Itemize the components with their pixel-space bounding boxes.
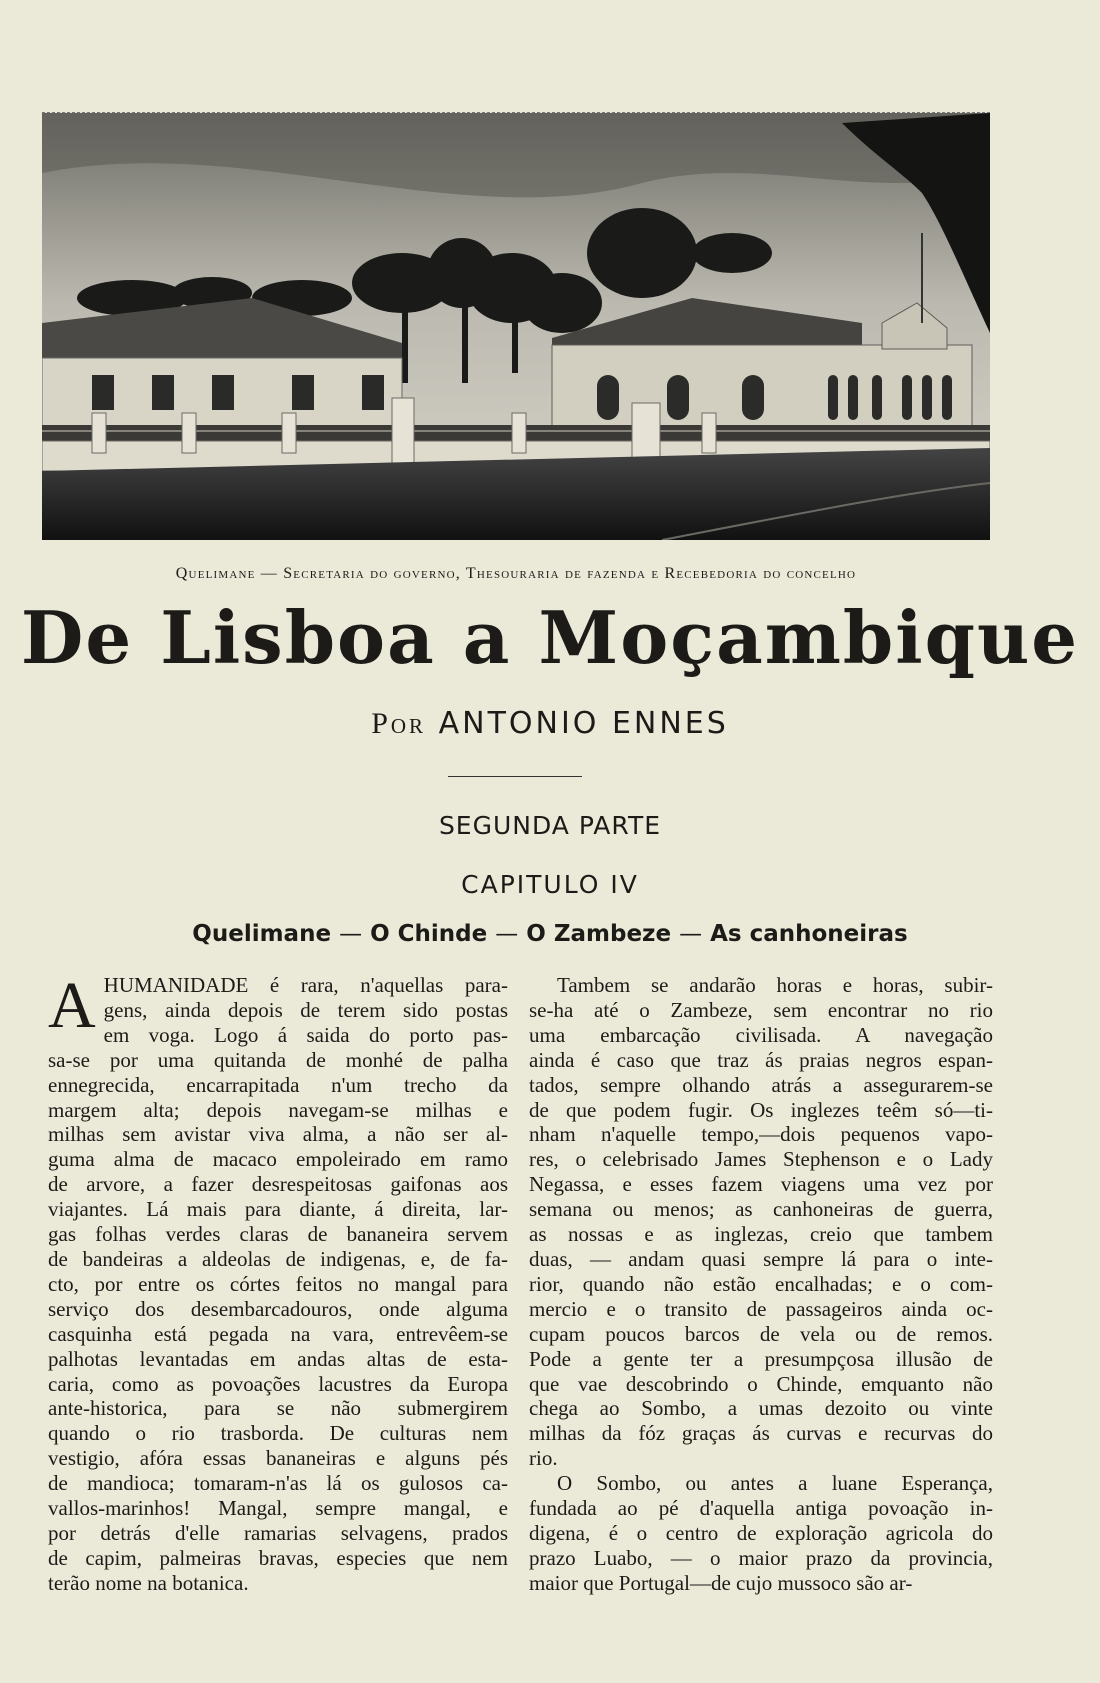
text-line: vallos-marinhos! Mangal, sempre mangal, e xyxy=(48,1496,508,1521)
article-title: De Lisboa a Moçambique xyxy=(20,595,1080,680)
text-line: as nossas e as inglezas, creio que tambem xyxy=(529,1222,993,1247)
chapter-subtitle xyxy=(0,921,1100,947)
text-line: rior, quando não estão encalhadas; e o com- xyxy=(529,1271,993,1296)
author-prefix: Por xyxy=(371,707,427,740)
text-line: em voga. Logo á saida do porto pas- xyxy=(103,1022,508,1047)
text-line: de bandeiras a aldeolas de indigenas, e, de fa- xyxy=(48,1246,508,1271)
text-line: terão nome na botanica. xyxy=(48,1570,249,1595)
text-line: milhas da fóz graças ás curvas e recurvas do xyxy=(529,1421,993,1446)
text-line: viajantes. Lá mais para diante, á direita, lar- xyxy=(48,1197,508,1222)
text-line: caria, como as povoações lacustres da Europa xyxy=(48,1371,508,1396)
part-heading: SEGUNDA PARTE xyxy=(438,811,662,840)
text-line: O Sombo, ou antes a luane Esperança, xyxy=(557,1471,993,1496)
chapter-heading: CAPITULO IV xyxy=(461,870,639,899)
text-line: sa-se por uma quitanda de monhé de palha xyxy=(48,1047,508,1072)
caption-text: Secretaria do governo, Thesouraria de fazenda e Recebedoria do concelho xyxy=(283,565,857,582)
text-line: HUMANIDADE é rara, n'aquellas para- xyxy=(103,973,508,997)
subtitle-item: Quelimane xyxy=(192,921,332,947)
text-line: margem alta; depois navegam-se milhas e xyxy=(48,1097,508,1122)
subtitle-separator: — xyxy=(679,921,703,947)
text-line: por detrás d'elle ramarias selvagens, prados xyxy=(48,1520,508,1545)
illustration-caption xyxy=(42,565,990,583)
text-line: gas folhas verdes claras de bananeira servem xyxy=(48,1222,508,1247)
text-line: de mandioca; tomaram-n'as lá os gulosos ca- xyxy=(48,1471,508,1496)
illustration-government-buildings xyxy=(42,112,990,540)
text-line: cupam poucos barcos de vela ou de remos. xyxy=(529,1321,993,1346)
subtitle-item: O Zambeze xyxy=(526,921,672,947)
text-line: gens, ainda depois de terem sido postas xyxy=(103,997,508,1022)
subtitle-item: O Chinde xyxy=(370,921,488,947)
right-column xyxy=(529,973,993,1596)
text-line: digena, é o centro de exploração agricola do xyxy=(529,1520,993,1545)
text-line: tados, sempre olhando atrás a assegurarem-se xyxy=(529,1072,993,1097)
text-line: ennegrecida, encarrapitada n'um trecho da xyxy=(48,1072,508,1097)
text-line: quando o rio trasborda. De culturas nem xyxy=(48,1421,508,1446)
text-line: rio. xyxy=(529,1446,558,1471)
text-line: de capim, palmeiras bravas, especies que nem xyxy=(48,1545,508,1570)
author-name: ANTONIO ENNES xyxy=(438,706,729,741)
text-line: serviço dos desembarcadouros, onde alguma xyxy=(48,1296,508,1321)
subtitle-separator: — xyxy=(495,921,519,947)
subtitle-item: As canhoneiras xyxy=(710,921,908,947)
text-line: Pode a gente ter a presumpçosa illusão de xyxy=(529,1346,993,1371)
text-line: ainda é caso que traz ás praias negros espan- xyxy=(529,1047,993,1072)
text-line: fundada ao pé d'aquella antiga povoação in- xyxy=(529,1496,993,1521)
text-line: prazo Luabo, — o maior prazo da provincia, xyxy=(529,1545,993,1570)
text-line: chega ao Sombo, a umas dezoito ou vinte xyxy=(529,1396,993,1421)
right-column-paragraph-1 xyxy=(529,973,993,1471)
text-line: Negassa, e esses fazem viagens uma vez por xyxy=(529,1172,993,1197)
author-line xyxy=(0,706,1100,741)
text-line: maior que Portugal—de cujo mussoco são ar- xyxy=(529,1570,913,1595)
text-line: milhas sem avistar viva alma, a não ser al- xyxy=(48,1122,508,1147)
left-column-text xyxy=(48,969,508,1596)
engraving-image xyxy=(42,113,990,540)
right-column-paragraph-2 xyxy=(529,1471,993,1596)
drop-cap: A xyxy=(48,969,96,1042)
caption-place: Quelimane xyxy=(175,565,256,582)
text-line: casquinha está pegada na vara, entrevêem-se xyxy=(48,1321,508,1346)
text-line: res, o celebrisado James Stephenson e o Lady xyxy=(529,1147,993,1172)
text-line: ante-historica, para se não submergirem xyxy=(48,1396,508,1421)
divider-rule xyxy=(448,776,582,777)
text-line: de que podem fugir. Os inglezes teêm só—ti- xyxy=(529,1097,993,1122)
caption-dash: — xyxy=(260,565,278,582)
text-line: vestigio, afóra essas bananeiras e alguns pés xyxy=(48,1446,508,1471)
subtitle-separator: — xyxy=(339,921,363,947)
text-line: se-ha até o Zambeze, sem encontrar no rio xyxy=(529,997,993,1022)
text-line: que vae descobrindo o Chinde, emquanto não xyxy=(529,1371,993,1396)
text-line: de arvore, a fazer desrespeitosas gaifonas aos xyxy=(48,1172,508,1197)
text-line: palhotas levantadas em andas altas de esta- xyxy=(48,1346,508,1371)
text-line: Tambem se andarão horas e horas, subir- xyxy=(557,973,993,997)
text-line: semana ou menos; as canhoneiras de guerra, xyxy=(529,1197,993,1222)
text-line: duas, — andam quasi sempre lá para o inte- xyxy=(529,1246,993,1271)
left-column xyxy=(48,969,508,1596)
text-line: mercio e o transito de passageiros ainda oc- xyxy=(529,1296,993,1321)
text-line: uma embarcação civilisada. A navegação xyxy=(529,1022,993,1047)
text-line: guma alma de macaco empoleirado em ramo xyxy=(48,1147,508,1172)
text-line: nham n'aquelle tempo,—dois pequenos vapo- xyxy=(529,1122,993,1147)
text-line: cto, por entre os córtes feitos no mangal para xyxy=(48,1271,508,1296)
